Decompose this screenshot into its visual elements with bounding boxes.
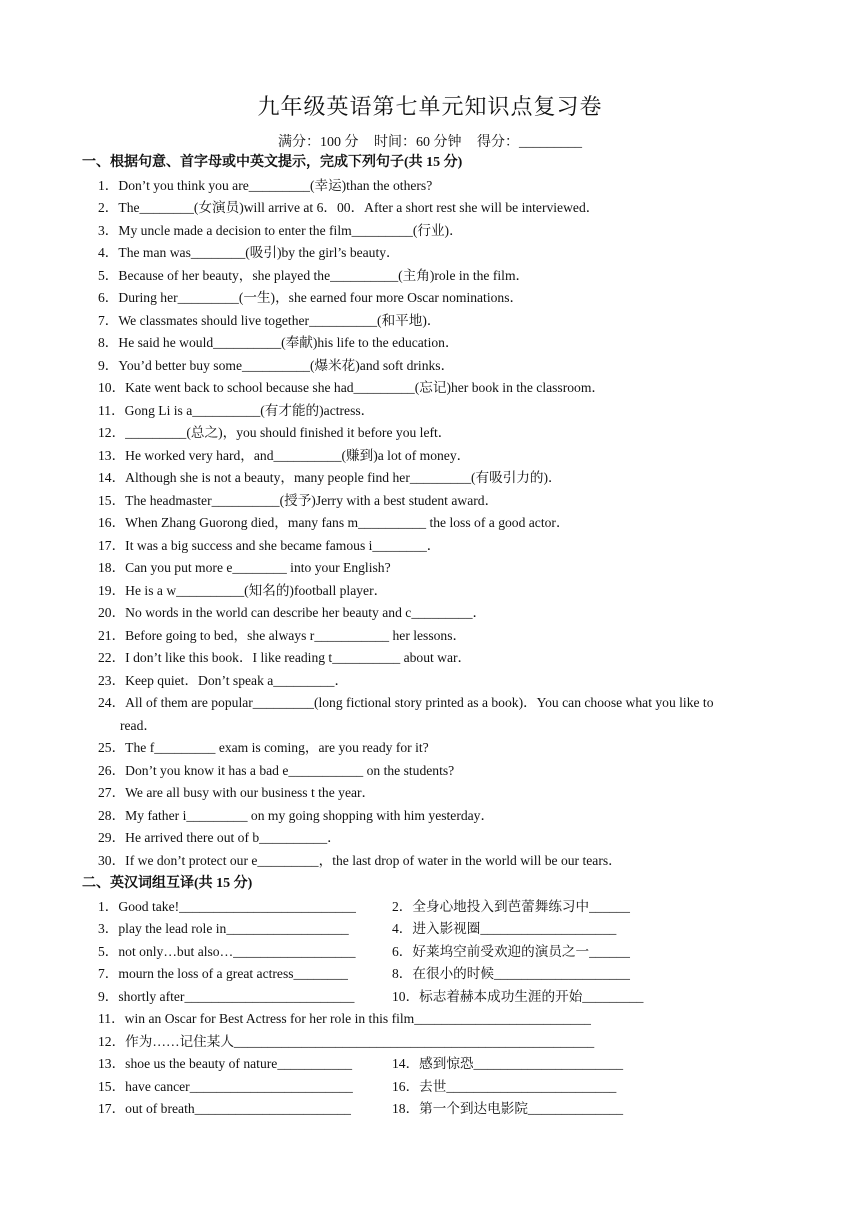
page-title: 九年级英语第七单元知识点复习卷 xyxy=(257,94,603,119)
question-item: 13．He worked very hard，and__________(赚到)a lot of money． xyxy=(98,448,471,463)
question-item: 26．Don’t you know it has a bad e___________ on the students? xyxy=(98,763,455,778)
question-item: 14．Although she is not a beauty，many people find her_________(有吸引力的)． xyxy=(98,470,562,485)
phrase-item: 3．play the lead role in__________________ xyxy=(98,921,349,936)
phrase-item: 13．shoe us the beauty of nature___________ xyxy=(98,1056,353,1071)
phrase-item: 17．out of breath_______________________ xyxy=(98,1101,351,1116)
question-item: 11．Gong Li is a__________(有才能的)actress． xyxy=(98,403,375,418)
phrase-item: 18．第一个到达电影院______________ xyxy=(392,1101,624,1116)
phrase-item: 16．去世_________________________ xyxy=(392,1079,617,1094)
section1-heading: 一、根据句意、首字母或中英文提示，完成下列句子(共 15 分) xyxy=(82,155,463,170)
question-item: 25．The f_________ exam is coming，are you ready for it? xyxy=(98,740,429,755)
phrase-item: 2．全身心地投入到芭蕾舞练习中______ xyxy=(392,899,630,914)
question-item: 21．Before going to bed，she always r___________ her lessons． xyxy=(98,628,467,643)
question-item: 17．It was a big success and she became famous i________． xyxy=(98,538,441,553)
phrase-item: 12．作为……记住某人_____________________________________________________ xyxy=(98,1034,595,1049)
section2-heading: 二、英汉词组互译(共 15 分) xyxy=(82,876,253,891)
phrase-item: 7．mourn the loss of a great actress________ xyxy=(98,966,348,981)
score-blank: 得分：_________ xyxy=(477,135,582,150)
question-item: 16．When Zhang Guorong died，many fans m__________ the loss of a good actor． xyxy=(98,515,570,530)
question-item: 4．The man was________(吸引)by the girl’s beauty． xyxy=(98,245,400,260)
question-item: 28．My father i_________ on my going shopping with him yesterday． xyxy=(98,808,495,823)
question-item: 5．Because of her beauty，she played the__________(主角)role in the film． xyxy=(98,268,530,283)
question-item: 20．No words in the world can describe her beauty and c_________． xyxy=(98,605,487,620)
phrase-item: 8．在很小的时候____________________ xyxy=(392,966,630,981)
phrase-item: 9．shortly after_________________________ xyxy=(98,989,355,1004)
question-item: 23．Keep quiet．Don’t speak a_________． xyxy=(98,673,349,688)
phrase-item: 5．not only…but also…__________________ xyxy=(98,944,356,959)
question-item: 24．All of them are popular_________(long fictional story printed as a book)．You can choose what you like to xyxy=(98,695,714,710)
question-item: 12．_________(总之)，you should finished it before you left． xyxy=(98,425,452,440)
question-item: 29．He arrived there out of b__________． xyxy=(98,830,341,845)
question-item: 10．Kate went back to school because she had_________(忘记)her book in the classroom． xyxy=(98,380,605,395)
question-item: 18．Can you put more e________ into your English? xyxy=(98,560,391,575)
phrase-item: 6．好莱坞空前受欢迎的演员之一______ xyxy=(392,944,630,959)
phrase-item: 15．have cancer________________________ xyxy=(98,1079,353,1094)
question-item: 22．I don’t like this book．I like reading t__________ about war． xyxy=(98,650,472,665)
question-item: 6．During her_________(一生)，she earned four more Oscar nominations． xyxy=(98,290,524,305)
phrase-item: 11．win an Oscar for Best Actress for her role in this film__________________________ xyxy=(98,1011,591,1026)
question-item: 2．The________(女演员)will arrive at 6．00．After a short rest she will be interviewed． xyxy=(98,200,600,215)
time-limit: 时间：60 分钟 xyxy=(374,135,462,150)
full-score: 满分：100 分 xyxy=(278,135,359,150)
score-info xyxy=(0,131,860,151)
question-item: 30．If we don’t protect our e_________，the last drop of water in the world will be our tears． xyxy=(98,853,622,868)
phrase-item: 10．标志着赫本成功生涯的开始_________ xyxy=(392,989,644,1004)
question-item: 8．He said he would__________(奉献)his life to the education． xyxy=(98,335,459,350)
phrase-item: 14．感到惊恐______________________ xyxy=(392,1056,624,1071)
question-item-continuation: read． xyxy=(120,718,157,733)
question-item: 7．We classmates should live together__________(和平地)． xyxy=(98,313,441,328)
question-item: 9．You’d better buy some__________(爆米花)and soft drinks． xyxy=(98,358,455,373)
phrase-item: 1．Good take!__________________________ xyxy=(98,899,356,914)
question-item: 19．He is a w__________(知名的)football player． xyxy=(98,583,388,598)
question-item: 27．We are all busy with our business t the year． xyxy=(98,785,376,800)
question-item: 1．Don’t you think you are_________(幸运)than the others? xyxy=(98,178,433,193)
question-item: 15．The headmaster__________(授予)Jerry with a best student award． xyxy=(98,493,499,508)
phrase-item: 4．进入影视圈____________________ xyxy=(392,921,617,936)
question-item: 3．My uncle made a decision to enter the film_________(行业)． xyxy=(98,223,463,238)
